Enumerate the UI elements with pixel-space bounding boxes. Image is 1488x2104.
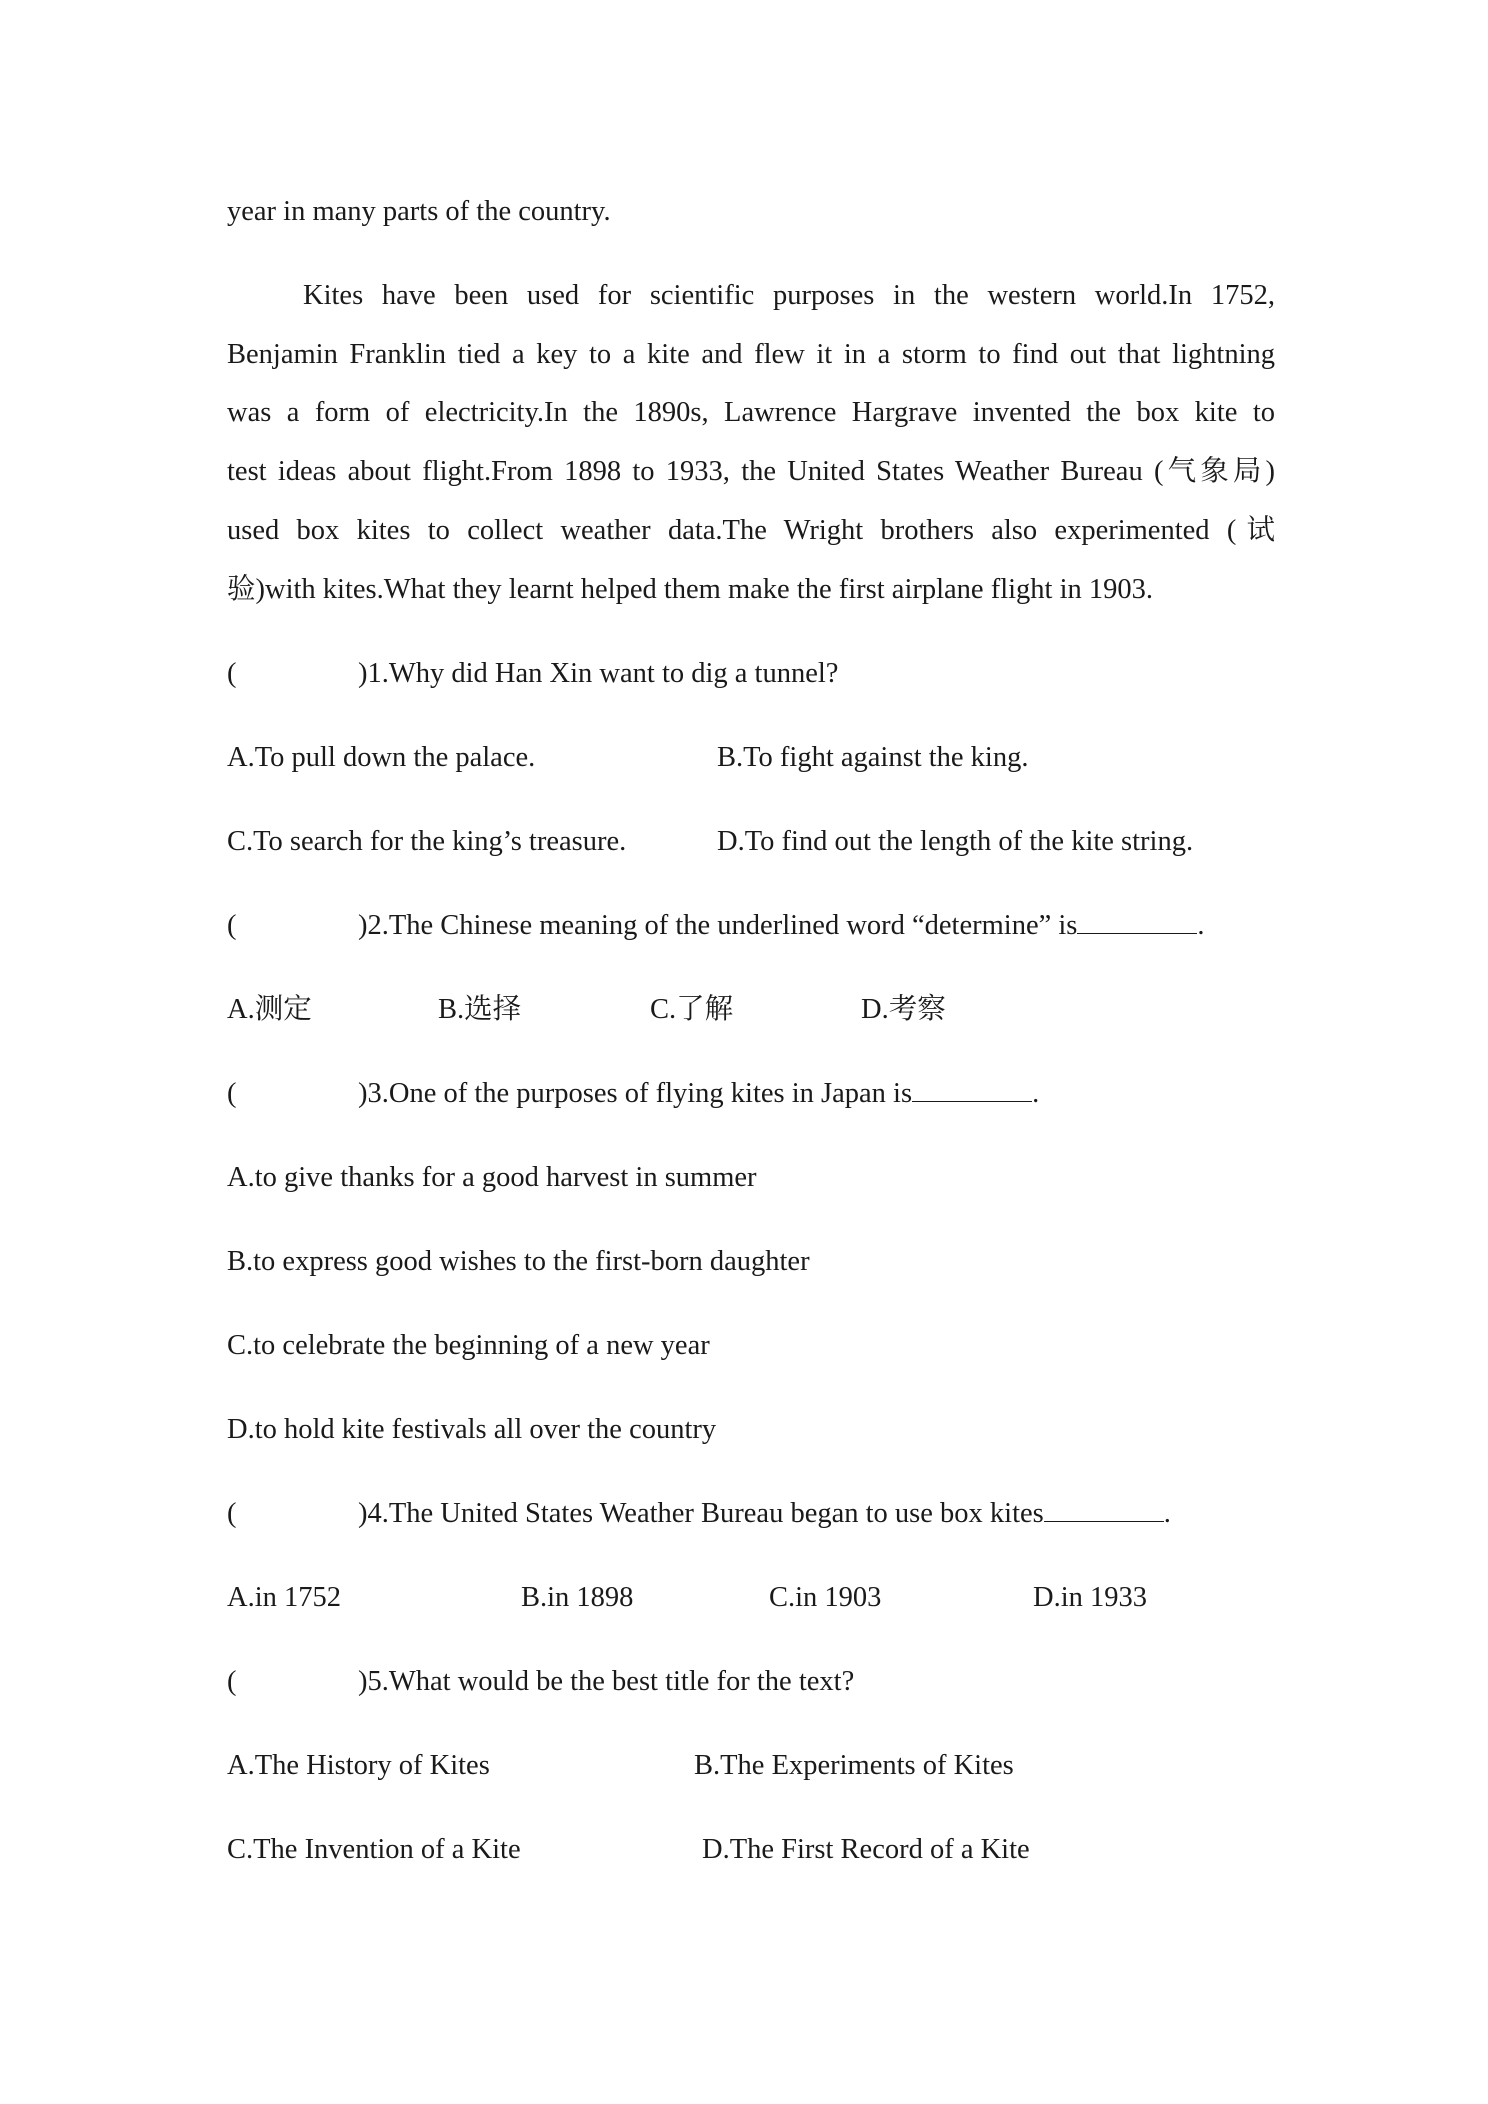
answer-paren-open: (: [227, 1078, 237, 1109]
passage-line: was a form of electricity.In the 1890s, Lawrence Hargrave invented the box kite to: [227, 397, 1275, 428]
option-c: C.The Invention of a Kite: [227, 1834, 521, 1865]
passage-line: year in many parts of the country.: [227, 196, 611, 227]
option-a: A.测定: [227, 994, 312, 1025]
question-4-stem: [358, 1494, 1171, 1534]
option-d: D.To find out the length of the kite string.: [717, 826, 1194, 857]
option-c: C.to celebrate the beginning of a new year: [227, 1330, 710, 1361]
question-5: [227, 1662, 237, 1702]
passage-line: Kites have been used for scientific purposes in the western world.In 1752,: [303, 280, 1275, 311]
answer-blank: [1044, 1495, 1164, 1522]
option-d: D.考察: [861, 994, 946, 1025]
option-c: C.in 1903: [769, 1582, 882, 1613]
option-c: C.了解: [650, 994, 734, 1025]
question-3-end: .: [1032, 1078, 1040, 1109]
option-d: D.The First Record of a Kite: [702, 1834, 1030, 1865]
option-b: B.To fight against the king.: [717, 742, 1029, 773]
answer-blank: [912, 1075, 1032, 1102]
passage-line: Benjamin Franklin tied a key to a kite and flew it in a storm to find out that lightning: [227, 339, 1275, 370]
question-3-stem: [358, 1074, 1039, 1114]
question-1: [227, 654, 237, 694]
passage-line: test ideas about flight.From 1898 to 1933, the United States Weather Bureau (气象局): [227, 456, 1275, 487]
option-a: A.in 1752: [227, 1582, 341, 1613]
option-b: B.in 1898: [521, 1582, 634, 1613]
question-4-end: .: [1163, 1498, 1171, 1529]
passage-line: 验)with kites.What they learnt helped them make the first airplane flight in 1903.: [227, 574, 1153, 605]
question-2-stem: [358, 906, 1205, 946]
question-4-text: )4.The United States Weather Bureau began to use box kites: [358, 1498, 1044, 1529]
answer-paren-open: (: [227, 658, 237, 689]
question-2: [227, 906, 237, 946]
answer-paren-open: (: [227, 1666, 237, 1697]
question-2-end: .: [1197, 910, 1205, 941]
option-c: C.To search for the king’s treasure.: [227, 826, 627, 857]
question-2-text: )2.The Chinese meaning of the underlined word “determine” is: [358, 910, 1078, 941]
question-5-stem: )5.What would be the best title for the text?: [358, 1666, 855, 1697]
question-4: [227, 1494, 237, 1534]
option-b: B.选择: [438, 994, 522, 1025]
passage-line: used box kites to collect weather data.The Wright brothers also experimented (试: [227, 515, 1275, 546]
option-d: D.in 1933: [1033, 1582, 1147, 1613]
answer-paren-open: (: [227, 910, 237, 941]
question-1-stem: )1.Why did Han Xin want to dig a tunnel?: [358, 658, 839, 689]
answer-paren-open: (: [227, 1498, 237, 1529]
question-3-text: )3.One of the purposes of flying kites in Japan is: [358, 1078, 913, 1109]
option-b: B.The Experiments of Kites: [694, 1750, 1014, 1781]
question-3: [227, 1074, 237, 1114]
option-d: D.to hold kite festivals all over the country: [227, 1414, 717, 1445]
answer-blank: [1077, 907, 1197, 934]
option-a: A.To pull down the palace.: [227, 742, 536, 773]
option-a: A.The History of Kites: [227, 1750, 490, 1781]
option-a: A.to give thanks for a good harvest in summer: [227, 1162, 757, 1193]
option-b: B.to express good wishes to the first-born daughter: [227, 1246, 810, 1277]
